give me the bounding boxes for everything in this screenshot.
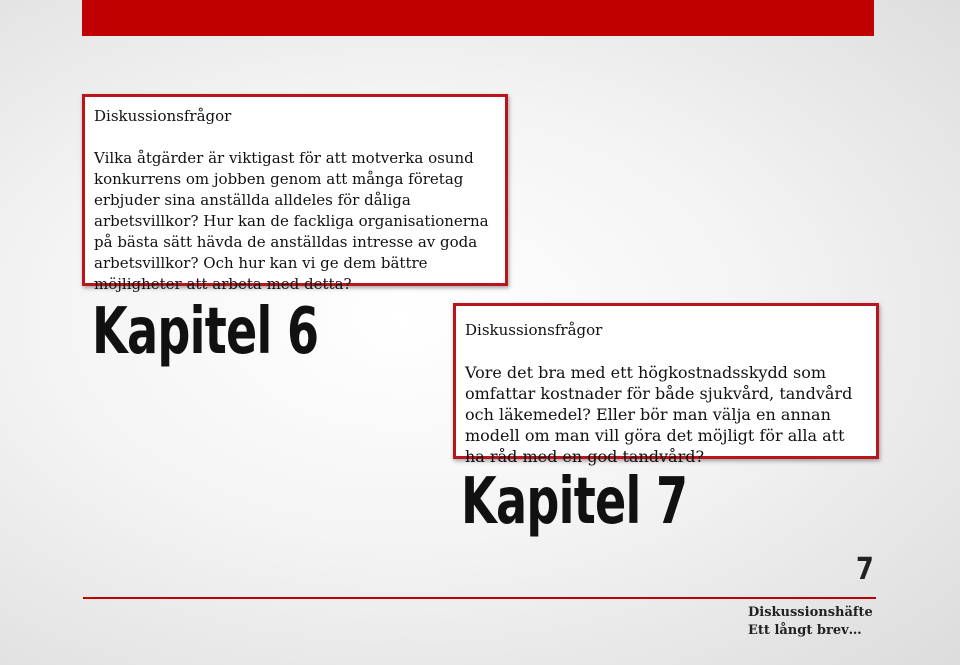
footer bbox=[748, 604, 873, 640]
discussion-box-chapter-7 bbox=[453, 303, 879, 466]
chapter-6-title: Kapitel 6 bbox=[92, 295, 319, 369]
discussion-heading: Diskussionsfrågor bbox=[465, 321, 603, 339]
discussion-heading: Diskussionsfrågor bbox=[94, 107, 232, 125]
page-number: 7 bbox=[856, 552, 874, 587]
discussion-box-chapter-6 bbox=[82, 94, 508, 293]
discussion-questions-text: Vore det bra med ett högkostnadsskydd som omfattar kostnader för både sjukvård, tandvård och läkemedel? Eller bör man välja en annan modell om man vill göra det möjligt för alla att ha råd med en god tandvård? bbox=[465, 363, 853, 466]
footer-booklet-title: Diskussionshäfte bbox=[748, 605, 873, 620]
discussion-questions-text: Vilka åtgärder är viktigast för att motverka osund konkurrens om jobben genom att många företag erbjuder sina anställda alldeles för dåliga arbetsvillkor? Hur kan de fackliga organisationerna på bästa sätt hävda de anställdas intresse av goda arbetsvillkor? Och hur kan vi ge dem bättre möjligheter att arbeta med detta? bbox=[94, 149, 489, 293]
chapter-7-title: Kapitel 7 bbox=[461, 465, 688, 539]
footer-subtitle: Ett långt brev… bbox=[748, 623, 862, 638]
top-accent-bar bbox=[82, 0, 874, 36]
footer-divider bbox=[83, 597, 876, 599]
